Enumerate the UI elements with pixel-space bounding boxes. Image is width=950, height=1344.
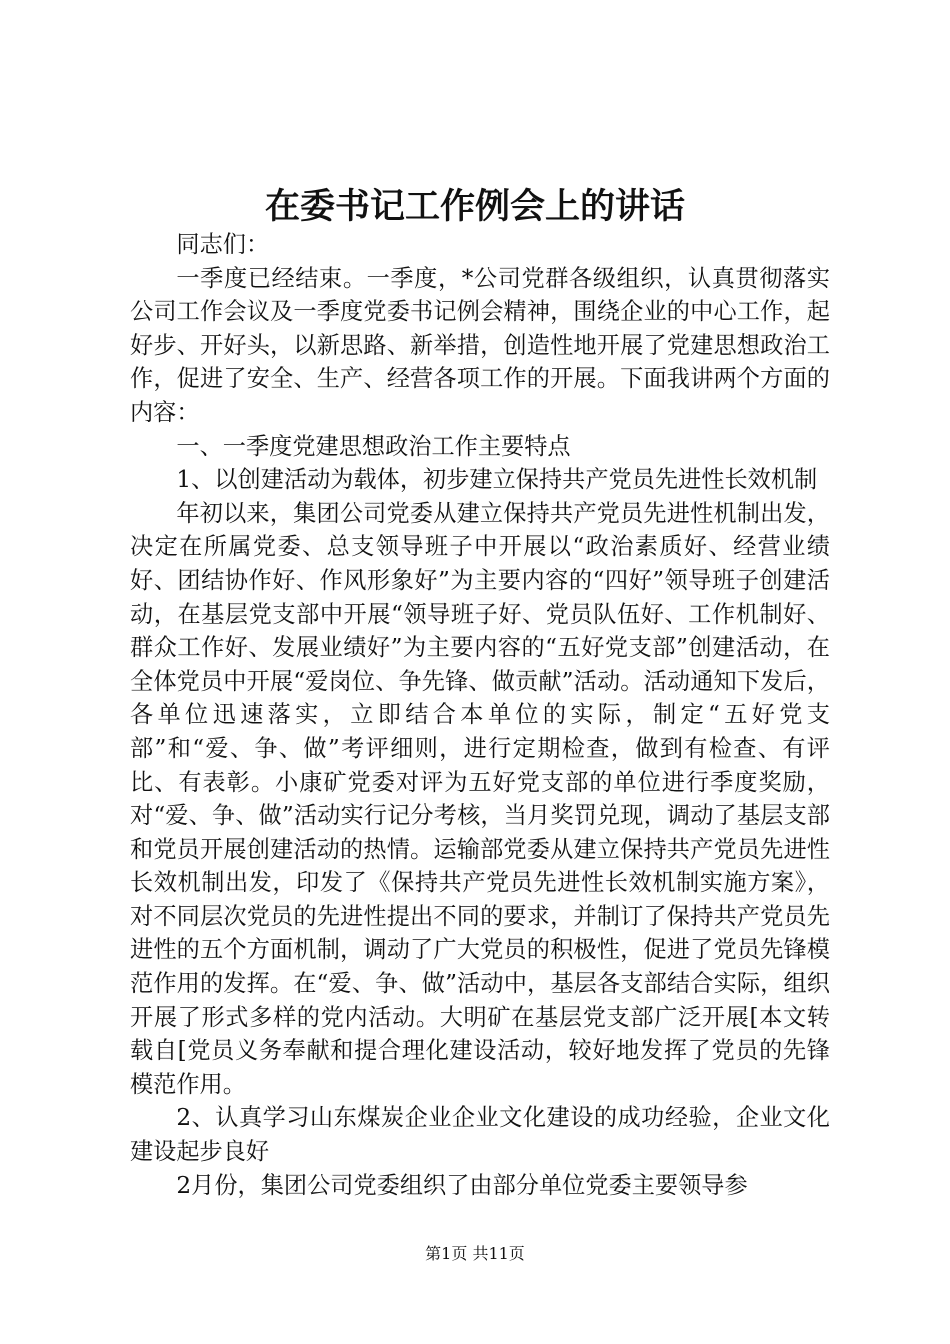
intro-paragraph: 一季度已经结束。一季度，*公司党群各级组织，认真贯彻落实公司工作会议及一季度党委书记例会精神，围绕企业的中心工作，起好步、开好头，以新思路、新举措，创造性地开展了党建思想政治工作，促进了安全、生产、经营各项工作的开展。下面我讲两个方面的内容：	[130, 264, 830, 426]
document-body	[130, 228, 830, 1202]
section-heading: 一、一季度党建思想政治工作主要特点	[176, 432, 571, 460]
page-number-footer: 第1页 共11页	[425, 1244, 525, 1263]
subsection-heading: 1、以创建活动为载体，初步建立保持共产党员先进性长效机制	[176, 466, 818, 494]
document-title: 在委书记工作例会上的讲话	[264, 186, 685, 227]
subsection-heading: 2、认真学习山东煤炭企业企业文化建设的成功经验，企业文化建设起步良好	[130, 1104, 830, 1166]
body-paragraph: 年初以来，集团公司党委从建立保持共产党员先进性机制出发，决定在所属党委、总支领导班子中开展以“政治素质好、经营业绩好、团结协作好、作风形象好”为主要内容的“四好”领导班子创建活动，在基层党支部中开展“领导班子好、党员队伍好、工作机制好、群众工作好、发展业绩好”为主要内容的“五好党支部”创建活动，在全体党员中开展“爱岗位、争先锋、做贡献”活动。活动通知下发后，各单位迅速落实，立即结合本单位的实际，制定“五好党支部”和“爱、争、做”考评细则，进行定期检查，做到有检查、有评比、有表彰。小康矿党委对评为五好党支部的单位进行季度奖励，对“爱、争、做”活动实行记分考核，当月奖罚兑现，调动了基层支部和党员开展创建活动的热情。运输部党委从建立保持共产党员先进性长效机制出发，印发了《保持共产党员先进性长效机制实施方案》，对不同层次党员的先进性提出不同的要求，并制订了保持共产党员先进性的五个方面机制，调动了广大党员的积极性，促进了党员先锋模范作用的发挥。在“爱、争、做”活动中，基层各支部结合实际，组织开展了形式多样的党内活动。大明矿在基层党支部广泛开展[本文转载自[党员义务奉献和提合理化建设活动，较好地发挥了党员的先锋模范作用。	[130, 499, 830, 1098]
body-paragraph: 2月份，集团公司党委组织了由部分单位党委主要领导参	[176, 1171, 748, 1199]
salutation-paragraph: 同志们：	[176, 231, 270, 258]
